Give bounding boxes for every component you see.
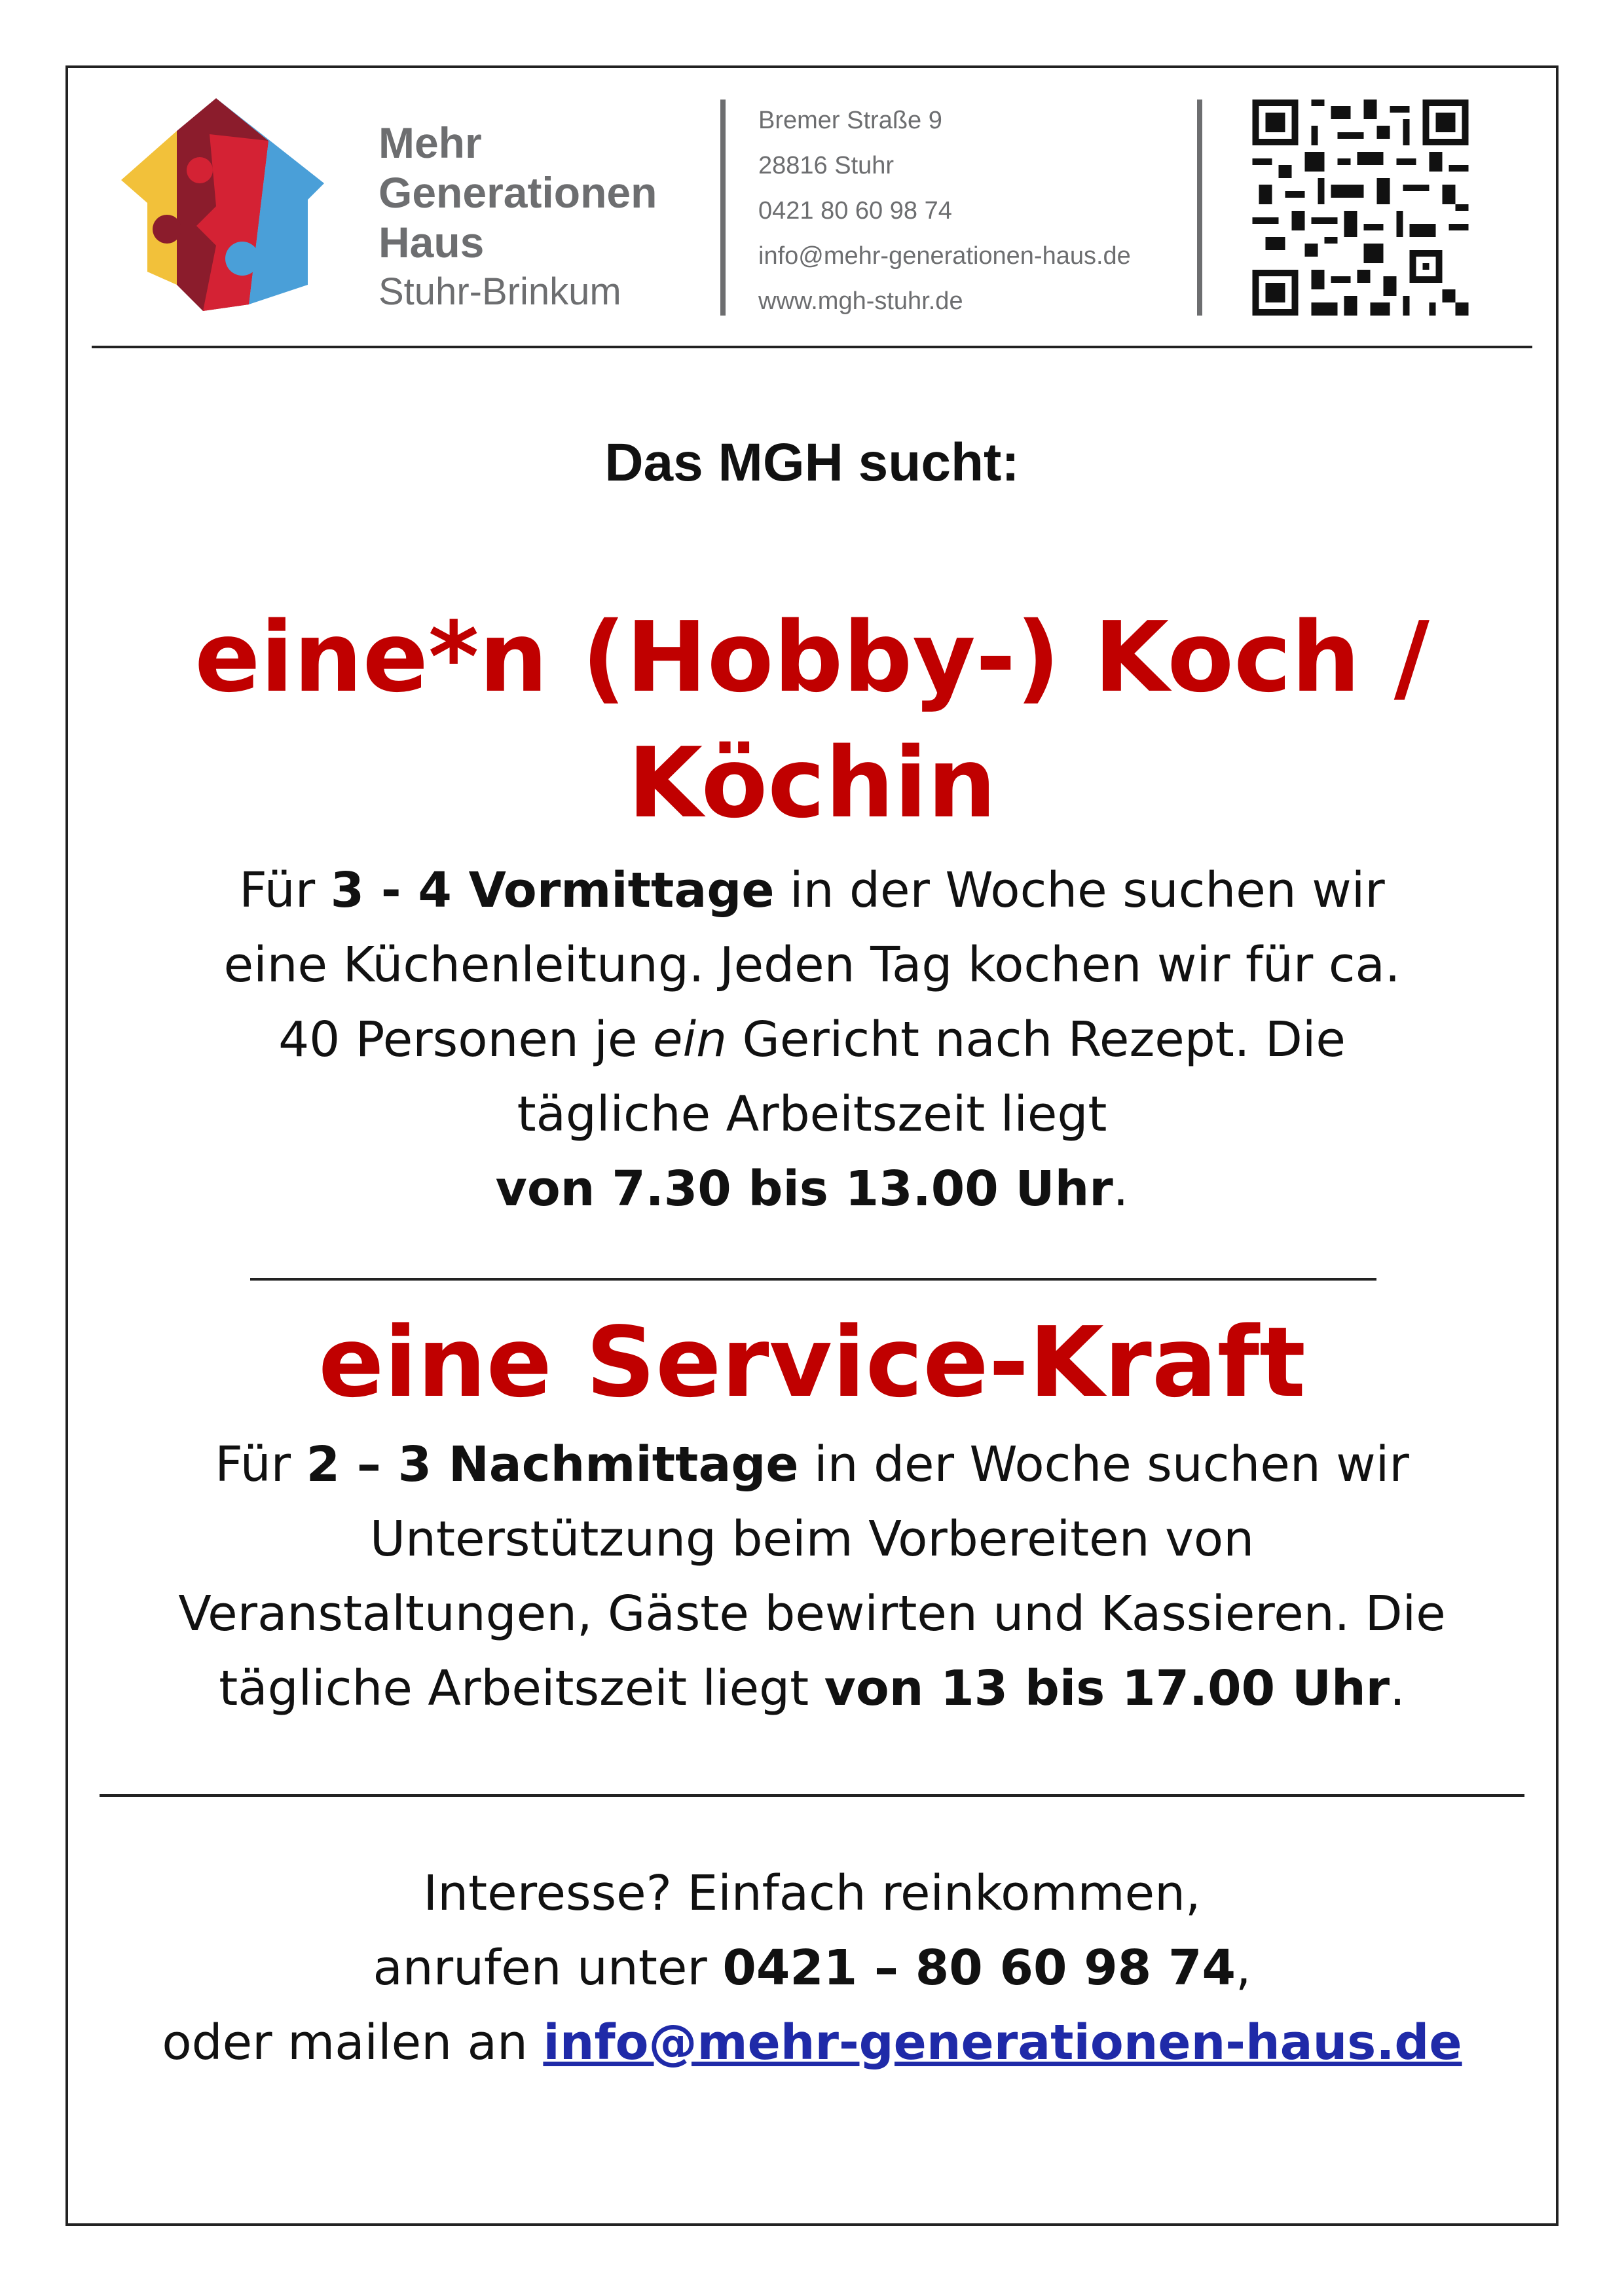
header-divider — [1197, 100, 1202, 316]
brand-line-4: Stuhr-Brinkum — [378, 270, 621, 313]
job1-title — [92, 594, 1532, 846]
job2-line: Veranstaltungen, Gäste bewirten und Kassieren. Die — [178, 1586, 1446, 1642]
brand-line-3: Haus — [378, 218, 485, 266]
email-link[interactable]: info@mehr-generationen-haus.de — [543, 2014, 1462, 2071]
qr-code-icon — [1247, 100, 1473, 316]
job2-line: Für 2 – 3 Nachmittage in der Woche suchen wir — [215, 1436, 1409, 1493]
job1-line: von 7.30 bis 13.00 Uhr. — [495, 1161, 1129, 1217]
header-divider — [720, 100, 726, 316]
contact-phone: 0421 80 60 98 74 — [758, 197, 952, 225]
contact-street: Bremer Straße 9 — [758, 107, 942, 134]
contact-line: Interesse? Einfach reinkommen, — [423, 1865, 1201, 1922]
contact-web[interactable]: www.mgh-stuhr.de — [758, 287, 963, 315]
contact-call — [92, 1856, 1532, 2080]
house-puzzle-logo — [111, 95, 334, 318]
job2-description — [92, 1427, 1532, 1726]
contact-city: 28816 Stuhr — [758, 152, 895, 179]
brand-line-2: Generationen — [378, 168, 657, 217]
contact-line: anrufen unter 0421 – 80 60 98 74, — [373, 1940, 1251, 1996]
job2-line: tägliche Arbeitszeit liegt von 13 bis 17.00 Uhr. — [219, 1660, 1405, 1717]
contact-block — [758, 98, 1131, 324]
header-rule — [92, 346, 1532, 348]
job1-line: Für 3 - 4 Vormittage in der Woche suchen wir — [239, 862, 1385, 919]
section-divider — [250, 1278, 1376, 1281]
brand-name — [378, 118, 657, 317]
contact-email[interactable]: info@mehr-generationen-haus.de — [758, 242, 1131, 270]
job2-title: eine Service-Kraft — [318, 1306, 1306, 1419]
job2-line: Unterstützung beim Vorbereiten von — [369, 1511, 1255, 1567]
page-heading: Das MGH sucht: — [604, 433, 1020, 492]
contact-line: oder mailen an info@mehr-generationen-haus.de — [162, 2014, 1462, 2071]
job1-description — [92, 853, 1532, 1226]
job1-title-line-1: eine*n (Hobby-) Koch / — [194, 601, 1430, 714]
job1-title-line-2: Köchin — [627, 727, 997, 839]
job1-line: eine Küchenleitung. Jeden Tag kochen wir für ca. — [223, 937, 1401, 993]
job1-line: 40 Personen je ein Gericht nach Rezept. Die — [278, 1011, 1346, 1068]
brand-line-1: Mehr — [378, 118, 482, 167]
job1-line: tägliche Arbeitszeit liegt — [517, 1086, 1107, 1142]
section-divider — [100, 1794, 1524, 1797]
